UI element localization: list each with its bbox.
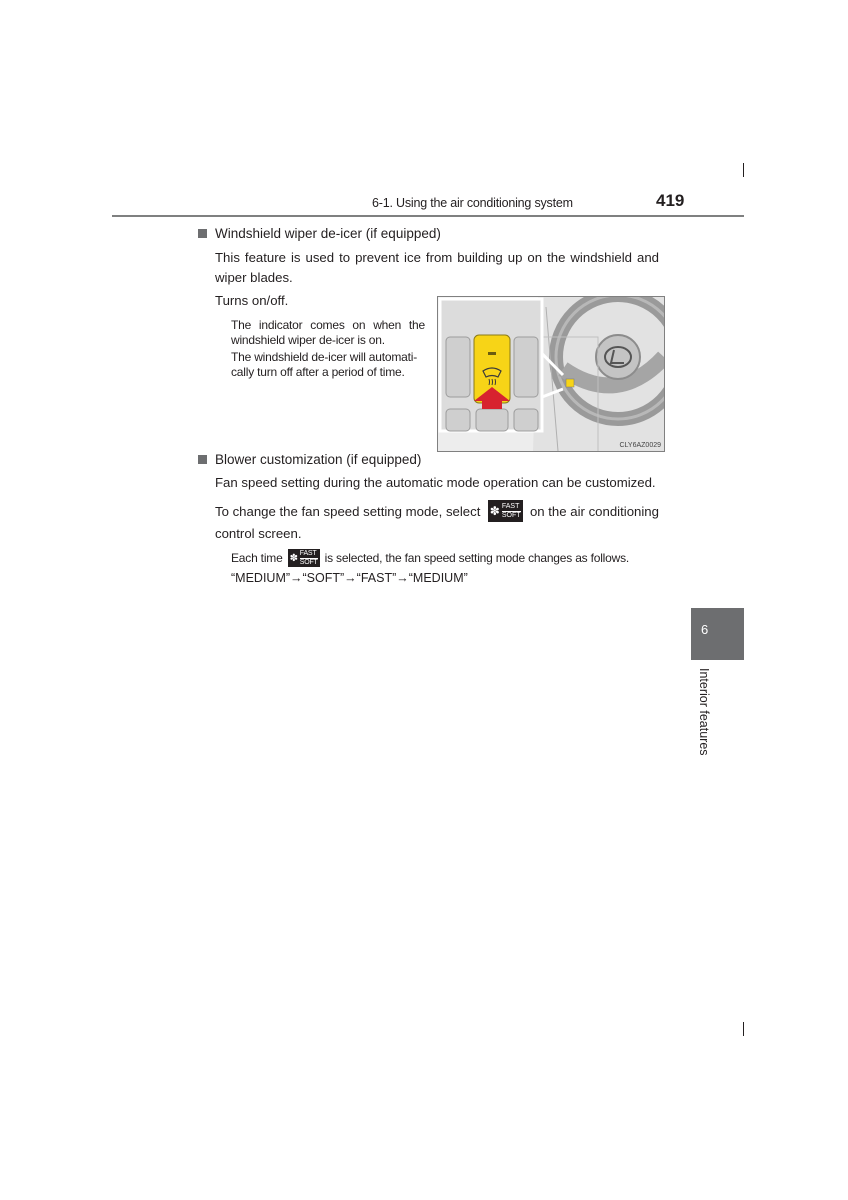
note-indicator: [231, 318, 425, 347]
chapter-title: Interior features: [697, 668, 711, 756]
instruction-after: on the air conditioning: [529, 503, 659, 519]
fan-mode-sequence: “MEDIUM”→“SOFT”→“FAST”→“MEDIUM”: [231, 571, 468, 585]
instruction-before: To change the fan speed setting mode, select: [215, 503, 481, 519]
heading-blower-customization: [198, 452, 421, 467]
illustration-code: CLY6AZ0029: [619, 442, 661, 449]
icon-label-soft: SOFT: [299, 558, 318, 566]
instruction-line-2: control screen.: [215, 526, 302, 541]
fast-soft-button-icon: [488, 500, 523, 522]
header-rule: [112, 215, 744, 217]
icon-label-fast: FAST: [299, 549, 317, 557]
note-indicator-line-2: windshield wiper de-icer is on.: [231, 332, 385, 347]
blower-instruction: [215, 500, 659, 541]
de-icer-illustration: [437, 296, 665, 452]
heading-text: Windshield wiper de-icer (if equipped): [215, 226, 441, 241]
fan-icon: ✽: [489, 504, 500, 518]
page-number: 419: [656, 191, 685, 210]
bullet-square: [198, 229, 207, 238]
wiper-de-icer-description: This feature is used to prevent ice from building up on the windshield and wiper blades.: [215, 250, 659, 285]
note-indicator-line-1: The indicator comes on when the: [231, 318, 425, 332]
chapter-tab: [691, 608, 744, 660]
bullet-square: [198, 455, 207, 464]
note-auto-off-line-1: The windshield de-icer will automati-: [231, 350, 418, 364]
fast-soft-button-icon-small: [288, 549, 320, 567]
header-section-title: 6-1. Using the air conditioning system: [372, 196, 573, 210]
icon-label-soft: SOFT: [501, 511, 521, 519]
heading-text: Blower customization (if equipped): [215, 452, 422, 467]
chapter-number: 6: [701, 622, 709, 637]
blower-description: Fan speed setting during the automatic mode operation can be customized.: [215, 475, 656, 490]
note-auto-off-line-2: cally turn off after a period of time.: [231, 364, 405, 379]
fan-icon: ✽: [289, 552, 298, 564]
heading-wiper-de-icer: [198, 226, 441, 241]
crop-mark-bottom: [743, 1022, 744, 1036]
crop-mark-top: [743, 163, 744, 177]
wiper-de-icer-instruction: Turns on/off.: [215, 293, 289, 308]
note-after: is selected, the fan speed setting mode changes as follows.: [324, 551, 630, 565]
icon-label-fast: FAST: [501, 502, 520, 510]
note-auto-off: [231, 350, 425, 379]
dashboard-drawing: [438, 297, 664, 451]
note-before: Each time: [231, 551, 283, 565]
blower-note: [231, 549, 629, 567]
